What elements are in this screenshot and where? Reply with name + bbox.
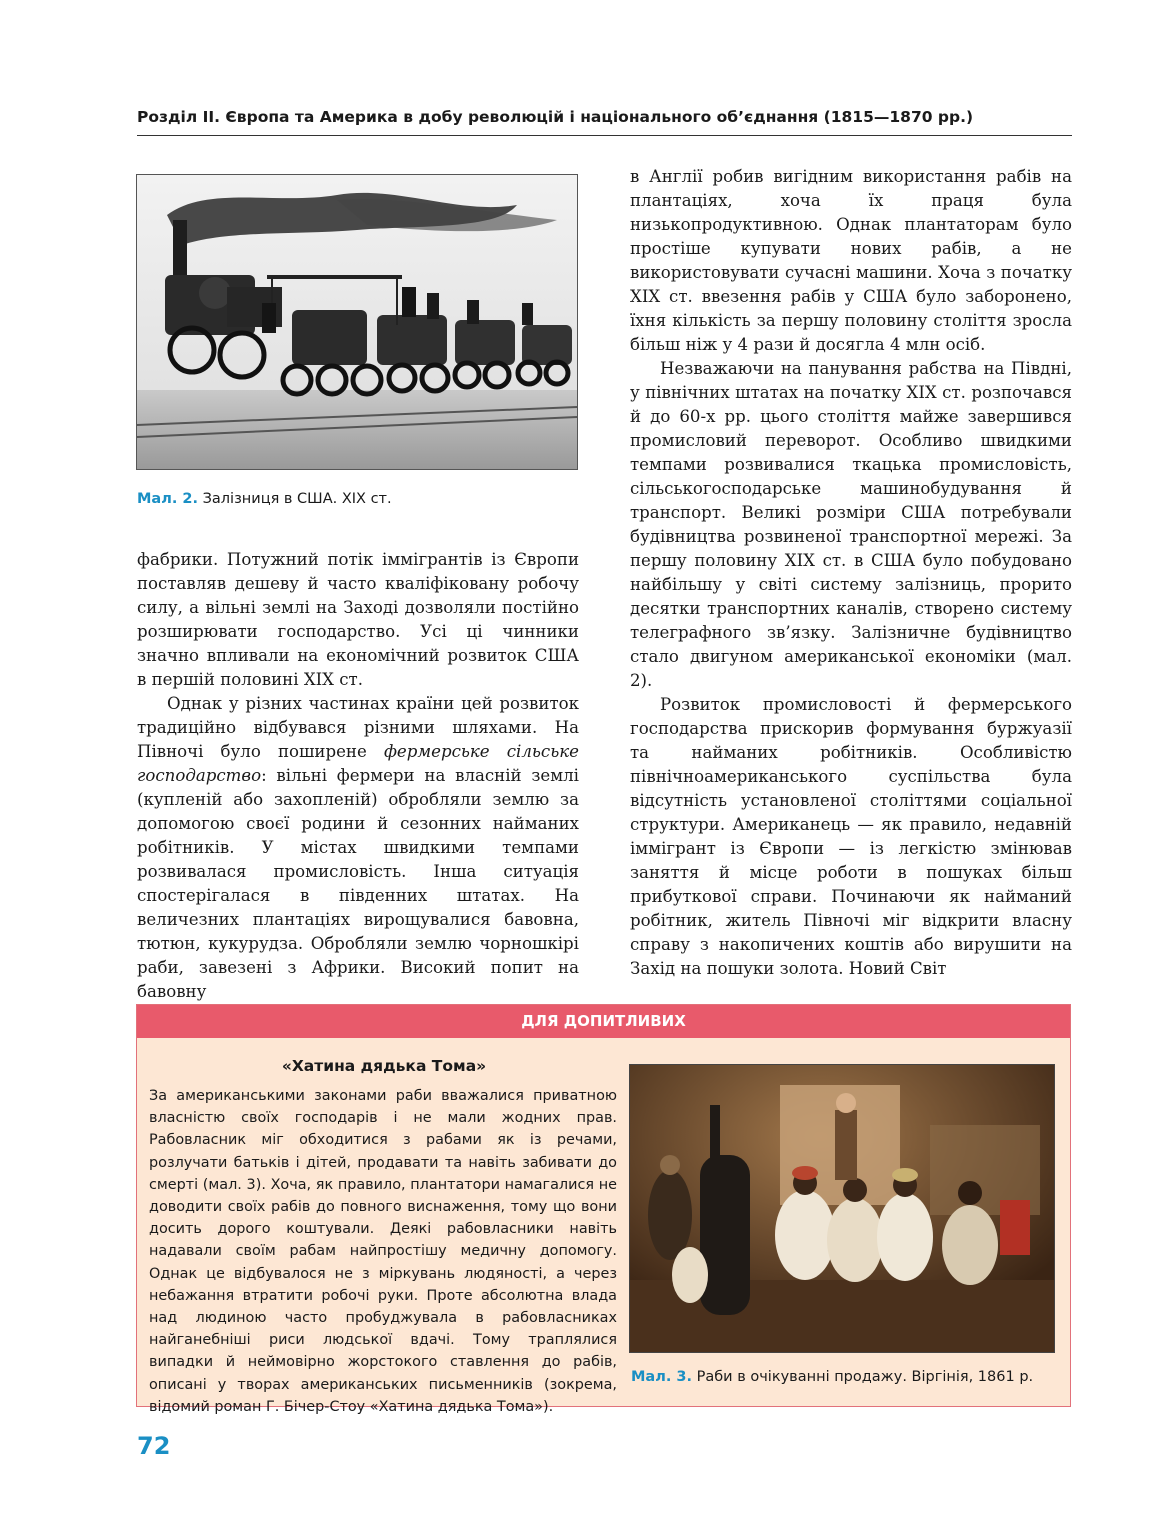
left-text-column	[137, 548, 579, 1004]
page-number: 72	[137, 1432, 171, 1460]
term-farm-agriculture: фермерське сільське господарство	[137, 742, 579, 785]
figure-railway-photo	[136, 174, 578, 470]
figure-3-label: Мал. 3.	[631, 1369, 692, 1385]
figure-3-caption	[631, 1369, 1033, 1385]
left-paragraph-2	[137, 692, 579, 1004]
figure-slave-auction-painting	[629, 1064, 1055, 1353]
section-header: Розділ II. Європа та Америка в добу революцій і національного об’єднання (1815—1870 рр.)	[137, 108, 974, 126]
right-paragraph-3: Розвиток промисловості й фермерського господарства прискорив формування буржуазії та найманих робітників. Особливістю північноамериканського суспільства була відсутність установленої століттями соціальної структури. Американець — як правило, недавній іммігрант із Європи — із легкістю змінював заняття й місце роботи в пошуках більш прибуткової справи. Починаючи як найманий робітник, житель Півночі міг відкрити власну справу з накопичених коштів або вирушити на Захід на пошуки золота. Новий Світ	[630, 695, 1072, 978]
right-paragraph-2: Незважаючи на панування рабства на Півдні, у північних штатах на початку XIX ст. розпочався й до 60-х рр. цього століття майже завершився промисловий переворот. Особливо швидкими темпами розвивалися ткацька промисловість, сільськогосподарське машинобудування й транспорт. Великі розміри США потребували будівництва розвиненої транспортної мережі. За першу половину XIX ст. в США було побудовано найбільшу у світі систему залізниць, прорито десятки транспортних каналів, створено систему телеграфного зв’язку. Залізничне будівництво стало двигуном американської економіки (мал. 2).	[630, 359, 1072, 690]
right-paragraph-1: в Англії робив вигідним використання рабів на плантаціях, хоча їх праця була низькопродуктивною. Однак плантаторам було простіше купувати нових рабів, а не використовувати сучасні машини. Хоча з початку XIX ст. ввезення рабів у США було заборонено, їхня кількість за першу половину століття зросла більш ніж у 4 рази й досягла 4 млн осіб.	[630, 167, 1072, 354]
for-curious-heading: ДЛЯ ДОПИТЛИВИХ	[137, 1005, 1070, 1038]
box-text: За американськими законами раби вважалися приватною власністю своїх господарів і не мали жодних прав. Рабовласник міг обходитися з рабами як із речами, розлучати батьків і дітей, продавати та навіть забивати до смерті (мал. 3). Хоча, як правило, плантатори намагалися не доводити своїх рабів до повного виснаження, тому що вони досить дорого коштували. Деякі рабовласники навіть надавали своїм рабам найпростішу медичну допомогу. Однак це відбувалося не з міркувань людяності, а через небажання втратити робочі руки. Проте абсолютна влада над людиною часто пробуджувала в рабовласниках найганебніші риси людської вдачі. Тому траплялися випадки й неймовірно жорстокого ставлення до рабів, описані у творах американських письменників (зокрема, відомий роман Г. Бічер-Стоу «Хатина дядька Тома»).	[149, 1088, 617, 1415]
figure-3-caption-text: Раби в очікуванні продажу. Віргінія, 1861 р.	[696, 1369, 1034, 1385]
right-text-column	[630, 165, 1072, 981]
header-divider	[137, 135, 1072, 136]
left-paragraph-2-end: : вільні фермери на власній землі (купленій або захопленій) обробляли землю за допомогою своєї родини й сезонних найманих робітників. У містах швидкими темпами розвивалася промисловість. Інша ситуація спостерігалася в південних штатах. На величезних плантаціях вирощувалися бавовна, тютюн, кукурудза. Обробляли землю чорношкірі раби, завезені з Африки. Високий попит на бавовну	[137, 766, 579, 1001]
for-curious-box	[136, 1004, 1071, 1415]
left-paragraph-1: фабрики. Потужний потік іммігрантів із Європи поставляв дешеву й часто кваліфіковану робочу силу, а вільні землі на Заході дозволяли постійно розширювати господарство. Усі ці чинники значно впливали на економічний розвиток США в першій половині XIX ст.	[137, 550, 579, 689]
figure-2-label: Мал. 2.	[137, 491, 198, 507]
left-paragraph-2-start: Однак у різних частинах країни цей розвиток традиційно відбувався різними шляхами. На Півночі було поширене	[137, 694, 579, 761]
box-title: «Хатина дядька Тома»	[281, 1057, 487, 1075]
figure-2-caption-text: Залізниця в США. XIX ст.	[202, 491, 392, 507]
figure-2-caption	[137, 491, 392, 507]
